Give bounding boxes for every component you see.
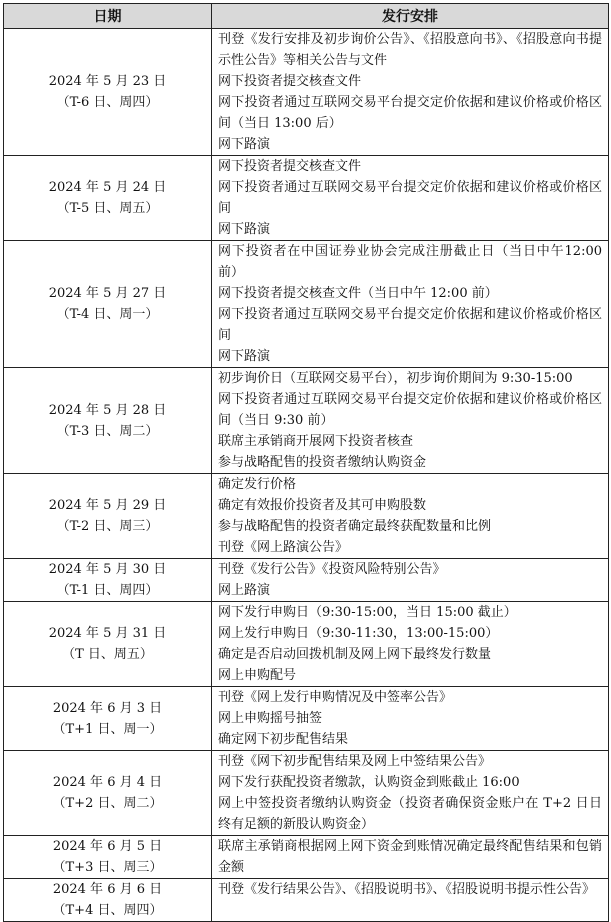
arrangement-item: 网上申购配号 — [218, 668, 297, 683]
header-arrangement: 发行安排 — [212, 4, 609, 29]
arrangement-item: 初步询价日（互联网交易平台），初步询价期间为 9:30-15:00 — [218, 371, 573, 386]
arrangement-item: 刊登《网上发行申购情况及中签率公告》 — [218, 690, 453, 705]
date-cell — [4, 602, 212, 687]
arrangement-cell — [212, 602, 609, 687]
arrangement-item: 刊登《发行公告》《投资风险特别公告》 — [218, 562, 446, 577]
day-label: （T+4 日、周四） — [52, 903, 163, 918]
arrangement-item: 网上发行申购日（9:30-11:30，13:00-15:00） — [218, 626, 499, 641]
arrangement-item: 确定网下初步配售结果 — [218, 732, 349, 747]
date-text: 2024 年 5 月 29 日 — [48, 498, 167, 513]
arrangement-item: 确定是否启动回拨机制及网上网下最终发行数量 — [218, 647, 492, 662]
day-label: （T+2 日、周二） — [52, 796, 163, 811]
arrangement-item: 参与战略配售的投资者确定最终获配数量和比例 — [218, 519, 492, 534]
arrangement-item: 网下发行申购日（9:30-15:00，当日 15:00 截止） — [218, 605, 517, 620]
date-cell — [4, 879, 212, 922]
date-cell — [4, 156, 212, 241]
date-cell — [4, 474, 212, 559]
table-row — [4, 241, 609, 368]
arrangement-item: 确定发行价格 — [218, 477, 297, 492]
date-cell — [4, 687, 212, 751]
date-cell — [4, 559, 212, 602]
arrangement-item: 网下投资者提交核查文件 — [218, 74, 362, 89]
arrangement-item: 网下路演 — [218, 349, 271, 364]
table-row — [4, 602, 609, 687]
day-label: （T-4 日、周一） — [56, 307, 159, 322]
day-label: （T-1 日、周四） — [56, 583, 159, 598]
table-row — [4, 879, 609, 922]
date-text: 2024 年 6 月 5 日 — [52, 839, 163, 854]
arrangement-item: 网下投资者提交核查文件（当日中午 12:00 前） — [218, 286, 498, 301]
arrangement-cell — [212, 559, 609, 602]
day-label: （T 日、周五） — [62, 647, 153, 662]
date-text: 2024 年 6 月 3 日 — [52, 700, 163, 716]
arrangement-item: 刊登《发行结果公告》、《招股说明书》、《招股说明书提示性公告》 — [218, 882, 596, 897]
arrangement-cell — [212, 156, 609, 241]
date-text: 2024 年 6 月 4 日 — [52, 775, 163, 790]
arrangement-item: 网上中签投资者缴纳认购资金（投资者确保资金账户在 T+2 日日终有足额的新股认购资金） — [218, 796, 602, 832]
day-label: （T-2 日、周三） — [56, 519, 159, 534]
arrangement-item: 网下投资者提交核查文件 — [218, 159, 362, 174]
day-label: （T-3 日、周二） — [56, 423, 159, 439]
day-label: （T+1 日、周一） — [52, 721, 163, 737]
arrangement-item: 确定有效报价投资者及其可申购股数 — [218, 498, 427, 513]
date-cell — [4, 29, 212, 156]
table-row — [4, 29, 609, 156]
arrangement-item: 网上路演 — [218, 583, 271, 598]
arrangement-item: 网下路演 — [218, 137, 271, 152]
date-text: 2024 年 5 月 31 日 — [48, 626, 167, 641]
day-label: （T-6 日、周四） — [56, 95, 159, 110]
table-row — [4, 836, 609, 879]
arrangement-item: 刊登《网上路演公告》 — [218, 540, 349, 555]
date-cell — [4, 368, 212, 474]
arrangement-cell — [212, 368, 609, 474]
arrangement-item: 刊登《发行安排及初步询价公告》、《招股意向书》、《招股意向书提示性公告》等相关公告与文件 — [218, 32, 602, 68]
table-row — [4, 156, 609, 241]
arrangement-item: 联席主承销商开展网下投资者核查 — [218, 434, 414, 449]
arrangement-item: 网下投资者在中国证券业协会完成注册截止日（当日中午12:00 前） — [218, 244, 602, 280]
arrangement-cell — [212, 836, 609, 879]
arrangement-item: 网下投资者通过互联网交易平台提交定价依据和建议价格或价格区间 — [218, 307, 602, 343]
date-cell — [4, 836, 212, 879]
date-text: 2024 年 5 月 28 日 — [48, 402, 167, 418]
table-row — [4, 474, 609, 559]
arrangement-item: 网下投资者通过互联网交易平台提交定价依据和建议价格或价格区间（当日 13:00 后） — [218, 95, 602, 131]
header-date: 日期 — [4, 4, 212, 29]
date-cell — [4, 241, 212, 368]
day-label: （T+3 日、周三） — [52, 860, 163, 875]
arrangement-cell — [212, 751, 609, 836]
arrangement-item: 联席主承销商根据网上网下资金到账情况确定最终配售结果和包销金额 — [218, 839, 602, 875]
arrangement-cell — [212, 879, 609, 922]
arrangement-cell — [212, 687, 609, 751]
table-row — [4, 368, 609, 474]
arrangement-item: 刊登《网下初步配售结果及网上中签结果公告》 — [218, 754, 492, 769]
date-text: 2024 年 5 月 27 日 — [48, 286, 167, 301]
arrangement-item: 参与战略配售的投资者缴纳认购资金 — [218, 455, 427, 470]
issuance-schedule-table — [3, 3, 609, 922]
day-label: （T-5 日、周五） — [56, 201, 159, 216]
date-text: 2024 年 6 月 6 日 — [52, 882, 163, 897]
table-row — [4, 687, 609, 751]
arrangement-item: 网下路演 — [218, 222, 271, 237]
arrangement-item: 网下投资者通过互联网交易平台提交定价依据和建议价格或价格区间（当日 9:30 前） — [218, 392, 602, 428]
date-text: 2024 年 5 月 23 日 — [48, 74, 167, 89]
arrangement-cell — [212, 474, 609, 559]
arrangement-cell — [212, 29, 609, 156]
date-cell — [4, 751, 212, 836]
arrangement-item: 网下发行获配投资者缴款，认购资金到账截止 16:00 — [218, 775, 520, 790]
table-header-row — [4, 4, 609, 29]
table-row — [4, 751, 609, 836]
table-row — [4, 559, 609, 602]
arrangement-cell — [212, 241, 609, 368]
date-text: 2024 年 5 月 24 日 — [48, 180, 167, 195]
date-text: 2024 年 5 月 30 日 — [48, 562, 167, 577]
arrangement-item: 网下投资者通过互联网交易平台提交定价依据和建议价格或价格区间 — [218, 180, 602, 216]
arrangement-item: 网上申购摇号抽签 — [218, 711, 323, 726]
